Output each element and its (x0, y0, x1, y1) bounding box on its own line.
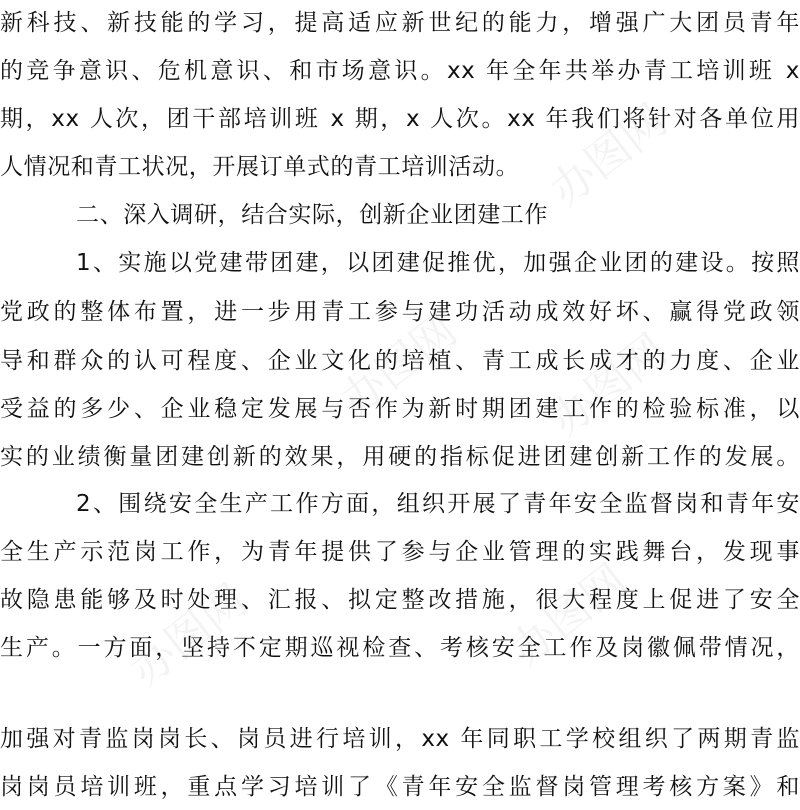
text-line-3: 期，xx 人次，团干部培训班 x 期，x 人次。xx 年我们将针对各单位用 (0, 106, 800, 132)
section-heading: 二、深入调研，结合实际，创新企业团建工作 (76, 202, 548, 228)
text-line-11: 2、围绕安全生产工作方面，组织开展了青年安全监督岗和青年安 (76, 491, 800, 517)
text-line-12: 全生产示范岗工作，为青年提供了参与企业管理的实践舞台，发现事 (0, 539, 800, 565)
text-line-9: 受益的多少、企业稳定发展与否作为新时期团建工作的检验标准，以 (0, 396, 800, 422)
watermark: 办图网 (331, 304, 467, 427)
watermark: 办图网 (121, 574, 257, 697)
text-line-14: 生产。一方面，坚持不定期巡视检查、考核安全工作及岗徽佩带情况， (0, 635, 800, 661)
text-line-7: 党政的整体布置，进一步用青工参与建功活动成效好坏、赢得党政领 (0, 299, 800, 325)
watermark: 办图网 (541, 324, 677, 447)
text-line-13: 故隐患能够及时处理、汇报、拟定整改措施，很大程度上促进了安全 (0, 587, 800, 613)
watermark: 办图网 (501, 554, 637, 677)
text-line-1: 新科技、新技能的学习，提高适应新世纪的能力，增强广大团员青年 (0, 10, 800, 36)
text-line-10: 实的业绩衡量团建创新的效果，用硬的指标促进团建创新工作的发展。 (0, 444, 800, 470)
text-line-6: 1、实施以党建带团建，以团建促推优，加强企业团的建设。按照 (76, 250, 800, 276)
text-line-8: 导和群众的认可程度、企业文化的培植、青工成长成才的力度、企业 (0, 348, 800, 374)
text-line-2: 的竞争意识、危机意识、和市场意识。xx 年全年共举办青工培训班 x (0, 58, 800, 84)
text-line-15: 加强对青监岗岗长、岗员进行培训，xx 年同职工学校组织了两期青监 (0, 726, 800, 752)
text-line-16: 岗岗员培训班，重点学习培训了《青年安全监督岗管理考核方案》和 (0, 774, 800, 800)
watermark: 办图网 (541, 94, 677, 217)
text-line-4: 人情况和青工状况，开展订单式的青工培训活动。 (0, 154, 520, 180)
